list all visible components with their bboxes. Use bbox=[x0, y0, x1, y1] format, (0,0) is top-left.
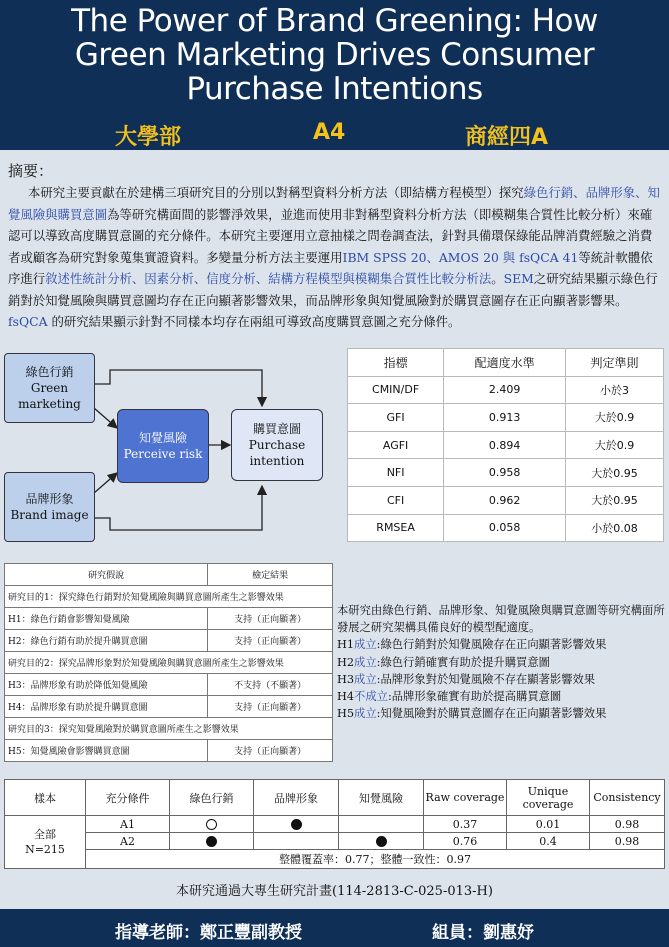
table-row bbox=[348, 404, 664, 432]
abstract-p1: 本研究主要貢獻在於建構三項研究目的分別以對稱型資料分析方法（即結構方程模型）探究 bbox=[28, 185, 524, 200]
hyp-verdict: 成立 bbox=[354, 672, 377, 686]
absent-condition-marker bbox=[206, 819, 217, 830]
condition-cell bbox=[254, 833, 339, 850]
abstract-p3: 等統計軟體依序進行 bbox=[8, 249, 653, 286]
table-cell: 0.913 bbox=[444, 404, 566, 432]
result-cell: 不支持（不顯著） bbox=[208, 674, 333, 696]
node-green-marketing bbox=[4, 353, 95, 423]
hyp-verdict: 成立 bbox=[354, 655, 377, 669]
objective-cell: 研究目的1：探究綠色行銷對於知覺風險與購買意圖所產生之影響效果 bbox=[5, 586, 333, 608]
sample-label: 全部 bbox=[34, 828, 56, 841]
result-cell: 支持（正向顯著） bbox=[208, 696, 333, 718]
table-row bbox=[5, 630, 333, 652]
fit-header-cell: 配適度水準 bbox=[444, 349, 566, 377]
hyp-id: H2 bbox=[337, 655, 355, 669]
table-cell: 大於0.95 bbox=[566, 486, 664, 514]
hyp-id: H1 bbox=[337, 638, 355, 652]
result-cell: 支持（正向顯著） bbox=[208, 608, 333, 630]
node-gm-zh: 綠色行銷 bbox=[25, 365, 74, 379]
qca-header-cell: Raw coverage bbox=[424, 780, 507, 816]
hyp-text: :品牌形象對於知覺風險不存在顯著影響效果 bbox=[376, 672, 596, 686]
member-label: 組員：劉惠妤 bbox=[432, 923, 534, 943]
class-label: A4 bbox=[313, 120, 346, 145]
fsqca-table bbox=[4, 779, 665, 869]
table-row bbox=[348, 431, 664, 459]
dept-label: 大學部 bbox=[115, 125, 182, 150]
result-cell: 支持（正向顯著） bbox=[208, 740, 333, 762]
table-row bbox=[5, 608, 333, 630]
table-row bbox=[5, 696, 333, 718]
abstract-p2: 為等研究構面間的影響淨效果，並進而使用非對稱型資料分析方法（即模糊集合質性比較分析）來確認可以導致高度購買意圖的充分條件。本研究主要運用立意抽樣之問卷調查法，針對具備環保綠能品牌消費經驗之消費者或顧客為研究對象蒐集實證資料。多變量分析方法主要運用 bbox=[8, 206, 653, 265]
abstract-p5: 之研究結果顯示綠色行銷對於知覺風險與購買意圖均存在正向顯著影響效果，而品牌形象與知覺風險對於購買意圖存在正向顯著影響果。 bbox=[8, 271, 658, 308]
hypothesis-cell: H3：品牌形象有助於降低知覺風險 bbox=[5, 674, 208, 696]
table-row bbox=[5, 850, 665, 869]
hyp-header-row bbox=[5, 564, 333, 586]
node-brand-image bbox=[4, 472, 95, 542]
condition-cell bbox=[339, 833, 424, 850]
results-line-h4 bbox=[337, 688, 667, 705]
table-cell: 大於0.95 bbox=[566, 459, 664, 487]
hyp-verdict: 成立 bbox=[354, 707, 377, 721]
node-bi-zh: 品牌形象 bbox=[25, 492, 74, 506]
abstract-h5: fsQCA bbox=[8, 314, 48, 329]
qca-header-row bbox=[5, 780, 665, 816]
hyp-id: H5 bbox=[337, 707, 355, 721]
condition-cell bbox=[254, 816, 339, 833]
hypothesis-cell: H4：品牌形象有助於提升購買意圖 bbox=[5, 696, 208, 718]
table-cell: 0.958 bbox=[444, 459, 566, 487]
node-gm-en2: marketing bbox=[18, 397, 81, 411]
hyp-text: :知覺風險對於購買意圖存在正向顯著影響效果 bbox=[376, 707, 607, 721]
node-purchase-intention bbox=[231, 409, 323, 481]
node-pr-en: Perceive risk bbox=[123, 447, 203, 461]
table-cell: CMIN/DF bbox=[348, 376, 444, 404]
sample-cell bbox=[5, 816, 86, 869]
table-cell: 0.894 bbox=[444, 431, 566, 459]
title-line-2: Green Marketing Drives Consumer bbox=[74, 37, 595, 73]
footer-banner bbox=[0, 909, 669, 947]
abstract-h4: SEM bbox=[503, 271, 534, 286]
raw-coverage-cell: 0.76 bbox=[424, 833, 507, 850]
consistency-cell: 0.98 bbox=[590, 833, 665, 850]
abstract-p6: 的研究結果顯示針對不同樣本均存在兩組可導致高度購買意圖之充分條件。 bbox=[47, 314, 461, 329]
arrow-bi-pi bbox=[94, 486, 262, 530]
condition-cell bbox=[170, 816, 254, 833]
table-cell: 0.962 bbox=[444, 486, 566, 514]
present-condition-marker bbox=[206, 836, 217, 847]
arrow-bi-pr bbox=[94, 473, 117, 493]
table-row bbox=[5, 740, 333, 762]
hypothesis-cell: H1：綠色行銷會影響知覺風險 bbox=[5, 608, 208, 630]
qca-header-cell: 樣本 bbox=[5, 780, 86, 816]
arrow-gm-pi bbox=[94, 370, 262, 406]
abstract-h3: 敘述性統計分析、因素分析、信度分析、結構方程模型與模糊集合質性比較分析法 bbox=[45, 271, 492, 286]
hyp-header-cell: 研究假說 bbox=[5, 564, 208, 586]
model-fit-table bbox=[347, 348, 664, 542]
fit-header-cell: 指標 bbox=[348, 349, 444, 377]
table-cell: 大於0.9 bbox=[566, 431, 664, 459]
hyp-text: :品牌形象確實有助於提高購買意圖 bbox=[387, 690, 562, 704]
hyp-verdict: 成立 bbox=[354, 638, 377, 652]
table-cell: RMSEA bbox=[348, 514, 444, 542]
results-line-h5 bbox=[337, 705, 667, 722]
title-line-3: Purchase Intentions bbox=[186, 71, 483, 107]
abstract-p4: 。 bbox=[491, 271, 504, 286]
arrow-gm-pr bbox=[94, 408, 117, 428]
node-pi-en1: Purchase bbox=[248, 438, 306, 452]
fit-header-cell: 判定準則 bbox=[566, 349, 664, 377]
abstract-h2: IBM SPSS 20、AMOS 20 與 fsQCA 41 bbox=[342, 249, 579, 265]
table-row bbox=[5, 816, 665, 833]
hypothesis-table bbox=[4, 563, 333, 762]
node-perceived-risk bbox=[117, 409, 209, 483]
qca-header-cell: 知覺風險 bbox=[339, 780, 424, 816]
table-cell: 小於0.08 bbox=[566, 514, 664, 542]
results-line-h2 bbox=[337, 654, 667, 671]
table-cell: 大於0.9 bbox=[566, 404, 664, 432]
condition-cell bbox=[170, 833, 254, 850]
unique-coverage-cell: 0.4 bbox=[507, 833, 590, 850]
qca-header-cell: Unique coverage bbox=[507, 780, 590, 816]
table-row bbox=[348, 376, 664, 404]
advisor-label: 指導老師：鄭正豐副教授 bbox=[115, 923, 302, 943]
table-row bbox=[5, 718, 333, 740]
condition-cell bbox=[339, 816, 424, 833]
table-cell: 2.409 bbox=[444, 376, 566, 404]
abstract-heading: 摘要： bbox=[8, 162, 54, 180]
qca-header-cell: Consistency bbox=[590, 780, 665, 816]
hyp-header-cell: 檢定結果 bbox=[208, 564, 333, 586]
qca-header-cell: 充分條件 bbox=[86, 780, 170, 816]
result-cell: 支持（正向顯著） bbox=[208, 630, 333, 652]
hypothesis-cell: H5：知覺風險會影響購買意圖 bbox=[5, 740, 208, 762]
results-line-h1 bbox=[337, 636, 667, 653]
table-row bbox=[348, 459, 664, 487]
hyp-text: :綠色行銷對於知覺風險存在正向顯著影響效果 bbox=[376, 638, 607, 652]
table-row bbox=[348, 514, 664, 542]
results-line-h3 bbox=[337, 671, 667, 688]
node-pi-zh: 購買意圖 bbox=[252, 422, 301, 436]
node-bi-en: Brand image bbox=[10, 508, 89, 522]
hyp-id: H3 bbox=[337, 672, 355, 686]
node-pi-en2: intention bbox=[249, 454, 305, 468]
table-cell: 0.058 bbox=[444, 514, 566, 542]
program-label: 商經四A bbox=[465, 125, 549, 150]
config-label: A2 bbox=[86, 833, 170, 850]
overall-solution-cell: 整體覆蓋率：0.77；整體一致性：0.97 bbox=[86, 850, 665, 869]
table-row bbox=[5, 586, 333, 608]
fit-header-row bbox=[348, 349, 664, 377]
present-condition-marker bbox=[376, 836, 387, 847]
objective-cell: 研究目的2：探究品牌形象對於知覺風險與購買意圖所產生之影響效果 bbox=[5, 652, 333, 674]
table-cell: AGFI bbox=[348, 431, 444, 459]
hyp-text: :綠色行銷確實有助於提升購買意圖 bbox=[376, 655, 550, 669]
table-row bbox=[5, 833, 665, 850]
project-note: 本研究通過大專生研究計畫(114-2813-C-025-013-H) bbox=[176, 884, 493, 899]
header-banner bbox=[0, 0, 669, 150]
table-row bbox=[348, 486, 664, 514]
config-label: A1 bbox=[86, 816, 170, 833]
research-model-diagram bbox=[0, 348, 340, 548]
qca-header-cell: 綠色行銷 bbox=[170, 780, 254, 816]
hypothesis-cell: H2：綠色行銷有助於提升購買意圖 bbox=[5, 630, 208, 652]
table-cell: NFI bbox=[348, 459, 444, 487]
raw-coverage-cell: 0.37 bbox=[424, 816, 507, 833]
table-cell: GFI bbox=[348, 404, 444, 432]
present-condition-marker bbox=[291, 819, 302, 830]
objective-cell: 研究目的3：探究知覺風險對於購買意圖所產生之影響效果 bbox=[5, 718, 333, 740]
results-intro: 本研究由綠色行銷、品牌形象、知覺風險與購買意圖等研究構面所發展之研究架構具備良好的模型配適度。 bbox=[337, 604, 665, 635]
unique-coverage-cell: 0.01 bbox=[507, 816, 590, 833]
table-row bbox=[5, 652, 333, 674]
table-cell: 小於3 bbox=[566, 376, 664, 404]
table-cell: CFI bbox=[348, 486, 444, 514]
node-pr-zh: 知覺風險 bbox=[138, 431, 187, 445]
abstract-text bbox=[8, 182, 660, 333]
node-gm-en1: Green bbox=[30, 381, 69, 395]
table-row bbox=[5, 674, 333, 696]
poster-title bbox=[0, 4, 669, 106]
results-summary bbox=[337, 602, 667, 722]
hyp-id: H4 bbox=[337, 690, 355, 704]
consistency-cell: 0.98 bbox=[590, 816, 665, 833]
title-line-1: The Power of Brand Greening: How bbox=[71, 3, 598, 39]
sample-size: N=215 bbox=[25, 843, 65, 856]
qca-header-cell: 品牌形象 bbox=[254, 780, 339, 816]
abstract-h1: 綠色行銷、品牌形象、知覺風險與購買意圖 bbox=[8, 185, 660, 222]
hyp-verdict: 不成立 bbox=[354, 690, 388, 704]
